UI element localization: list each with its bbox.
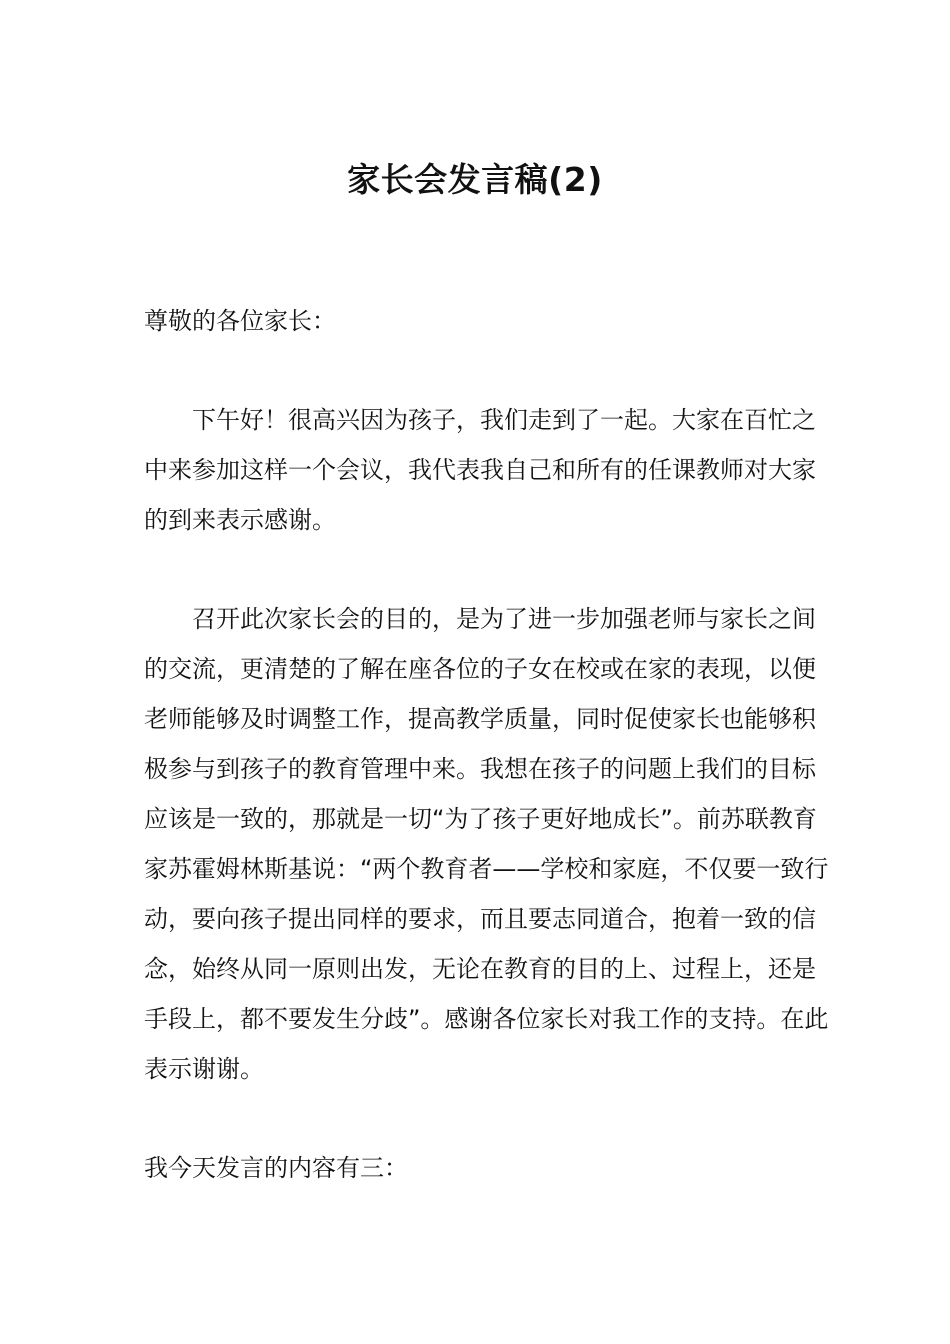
paragraph-purpose: 召开此次家长会的目的，是为了进一步加强老师与家长之间的交流，更清楚的了解在座各位的子女在校或在家的表现，以便老师能够及时调整工作，提高教学质量，同时促使家长也能够积极参与到孩子的教育管理中来。我想在孩子的问题上我们的目标应该是一致的，那就是一切“为了孩子更好地成长”。前苏联教育家苏霍姆林斯基说：“两个教育者——学校和家庭，不仅要一致行动，要向孩子提出同样的要求，而且要志同道合，抱着一致的信念，始终从同一原则出发，无论在教育的目的上、过程上，还是手段上，都不要发生分歧”。感谢各位家长对我工作的支持。在此表示谢谢。 <box>144 605 829 1083</box>
salutation: 尊敬的各位家长： <box>144 307 336 335</box>
paragraph-intro: 我今天发言的内容有三： <box>144 1154 408 1182</box>
document-title: 家长会发言稿(2) <box>347 160 603 199</box>
paragraph-greeting: 下午好！很高兴因为孩子，我们走到了一起。大家在百忙之中来参加这样一个会议，我代表我自己和所有的任课教师对大家的到来表示感谢。 <box>144 406 816 534</box>
